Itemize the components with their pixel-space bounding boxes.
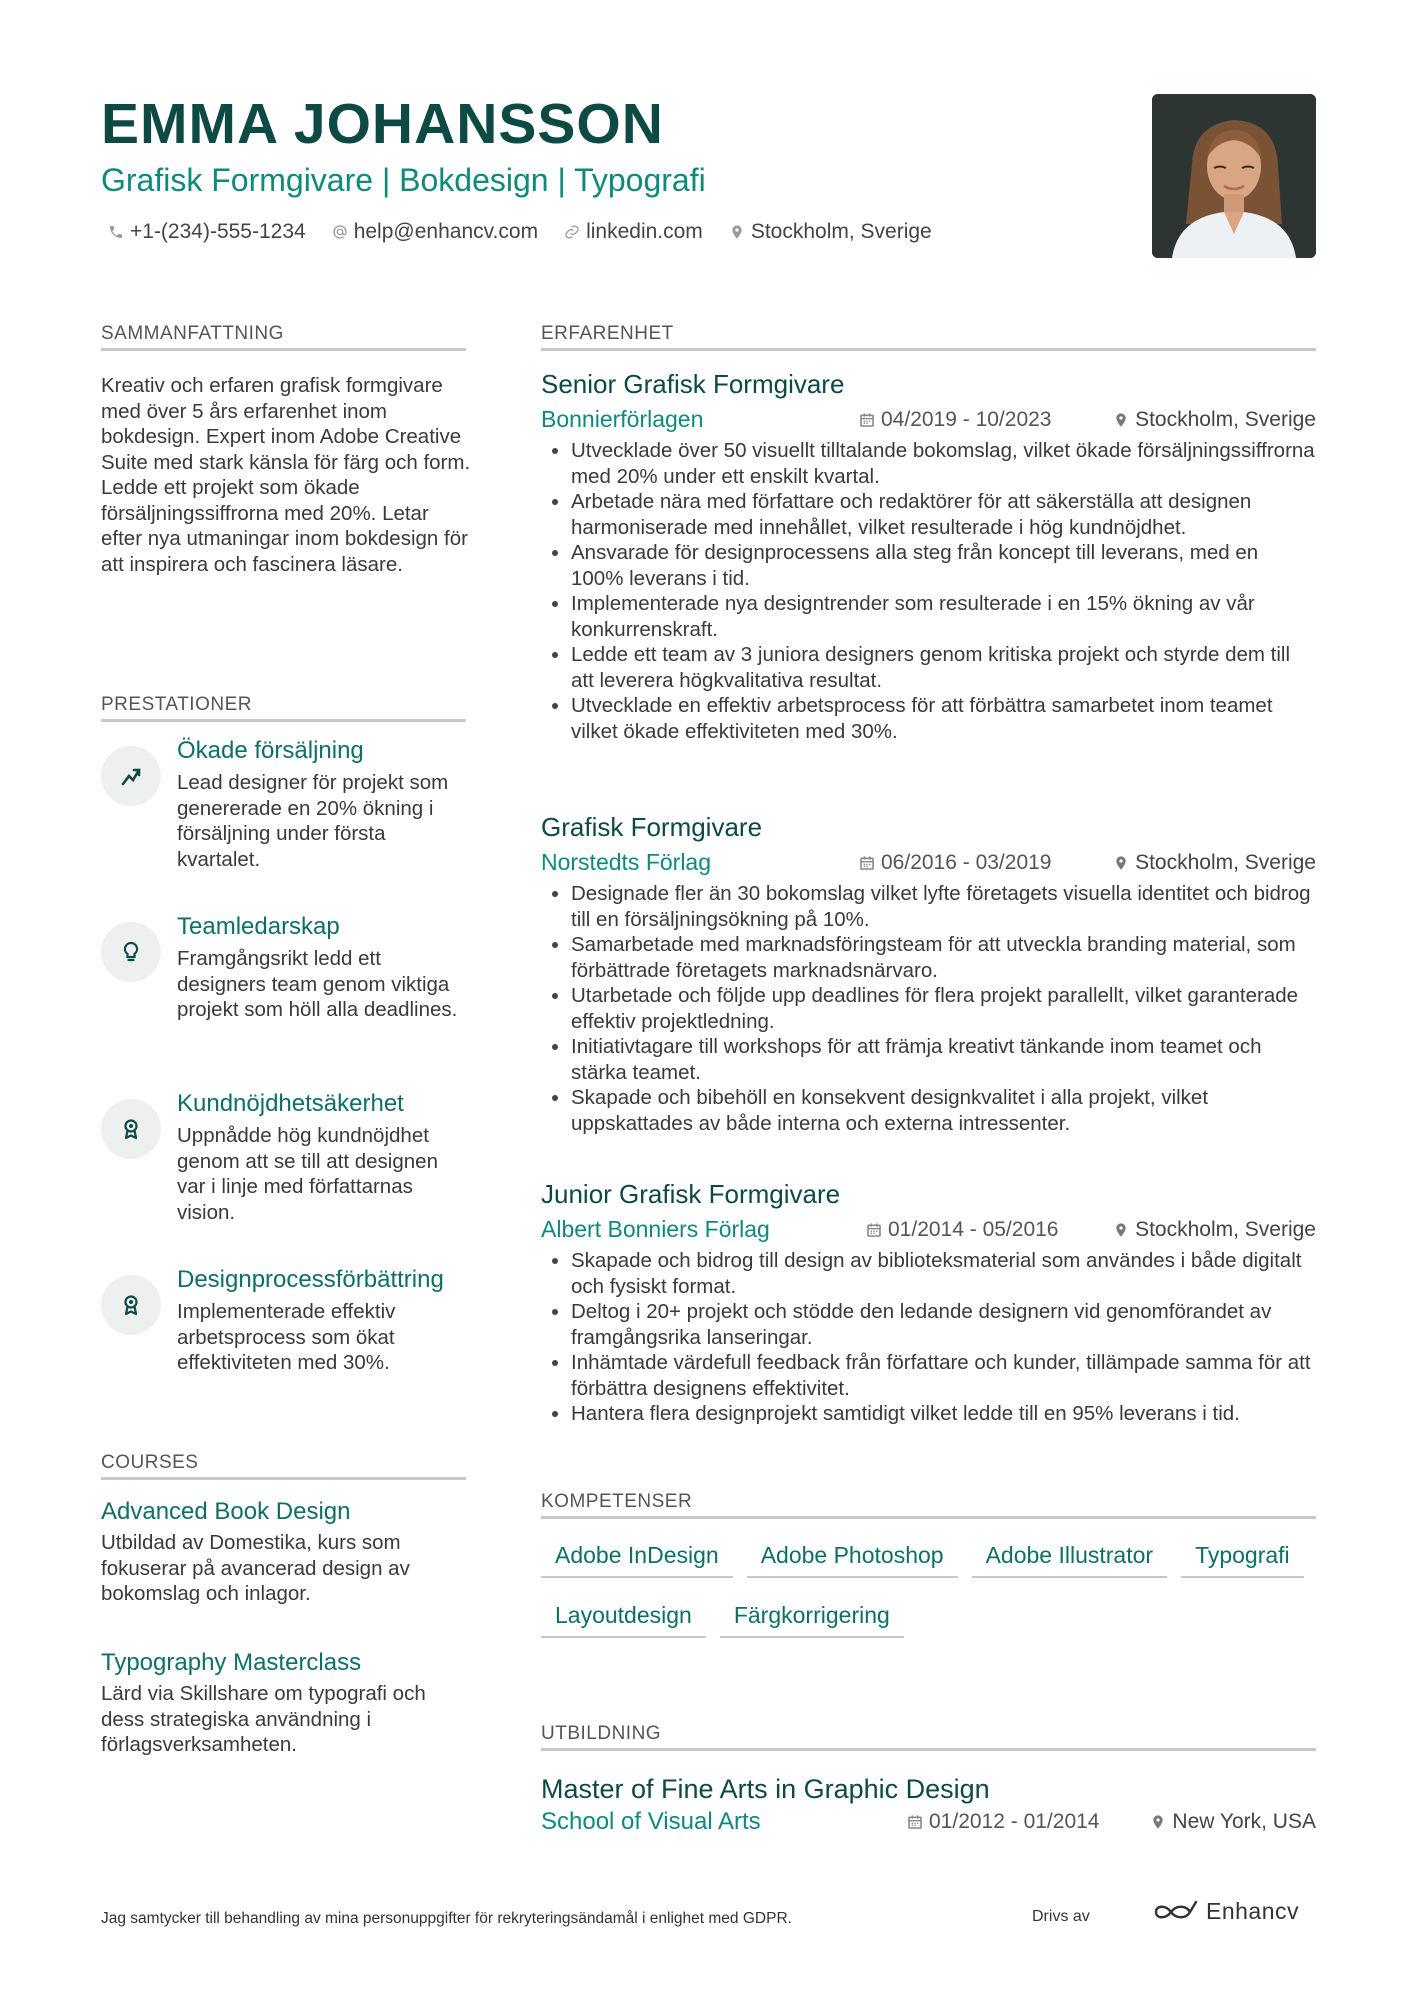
skill-tag: Färgkorrigering [720,1600,904,1638]
job-entry [541,368,1316,744]
calendar-icon [859,412,875,428]
job-bullet: • Skapade och bidrog till design av biblioteksmaterial som användes i både digitalt och fysiskt format. [571,1248,1316,1299]
experience-heading: ERFARENHET [541,323,674,344]
candidate-title: Grafisk Formgivare | Bokdesign | Typografi [101,162,706,198]
at-icon [332,224,348,240]
job-bullets [541,881,1316,1136]
job-meta [541,404,1316,438]
job-title: Junior Grafisk Formgivare [541,1179,841,1209]
skills-heading: KOMPETENSER [541,1491,693,1512]
job-bullet: • Ledde ett team av 3 juniora designers genom kritiska projekt och styrde dem till att leverera högkvalitativa resultat. [571,642,1316,693]
calendar-icon [907,1814,923,1830]
job-entry [541,811,1316,1136]
contact-linkedin[interactable] [564,218,703,246]
education-heading: UTBILDNING [541,1723,662,1744]
course-title: Advanced Book Design [101,1498,351,1525]
candidate-name: EMMA JOHANSSON [101,92,664,156]
education-dates [907,1810,1099,1834]
job-dates [866,1218,1058,1242]
job-location [1113,408,1316,432]
achievement-title: Teamledarskap [177,913,340,940]
job-dates [859,851,1051,875]
job-bullet: • Utvecklade över 50 visuellt tilltalande bokomslag, vilket ökade försäljningssiffrorna med 20% under ett enskilt kvartal. [571,438,1316,489]
job-bullet: • Implementerade nya designtrender som resulterade i en 15% ökning av vår konkurrenskraft. [571,591,1316,642]
course-description: Utbildad av Domestika, kurs som fokuserar på avancerad design av bokomslag och inlagor. [101,1531,410,1605]
job-dates-text: 04/2019 - 10/2023 [881,408,1052,431]
job-bullets [541,438,1316,744]
phone-icon [108,224,124,240]
location-text: Stockholm, Sverige [750,220,932,243]
achievement-title: Kundnöjdhetsäkerhet [177,1090,404,1117]
education-rule [541,1748,1316,1751]
contact-location [729,218,932,246]
course-description: Lärd via Skillshare om typografi och dess strategiska användning i förlagsverksamheten. [101,1682,426,1756]
calendar-icon [859,855,875,871]
job-bullet: • Deltog i 20+ projekt och stödde den ledande designern vid genomförandet av framgångsrika lanseringar. [571,1299,1316,1350]
experience-rule [541,348,1316,351]
job-entry [541,1178,1316,1427]
job-bullet: • Utvecklade en effektiv arbetsprocess för att förbättra samarbetet inom teamet vilket ökade effektiviteten med 30%. [571,693,1316,744]
enhancv-logo-text: Enhancv [1206,1898,1300,1924]
job-dates-text: 01/2014 - 05/2016 [888,1218,1059,1241]
skill-tag: Adobe InDesign [541,1540,733,1578]
achievement-title: Designprocessförbättring [177,1266,444,1293]
portrait-icon [1152,94,1316,258]
location-pin-icon [1113,411,1129,429]
job-location-text: Stockholm, Sverige [1135,851,1316,874]
achievements-rule [101,719,466,722]
achievement-description: Framgångsrikt ledd ett designers team genom viktiga projekt som höll alla deadlines. [177,947,458,1021]
achievement-description: Lead designer för projekt som genererade en 20% ökning i försäljning under första kvartalet. [177,771,449,871]
achievement-badge [101,746,161,806]
courses-rule [101,1477,466,1480]
education-location [1150,1810,1316,1834]
calendar-icon [866,1222,882,1238]
job-location [1113,1218,1316,1242]
achievement-description: Uppnådde hög kundnöjdhet genom att se till att designen var i linje med författarnas vision. [177,1124,438,1224]
course-title: Typography Masterclass [101,1649,362,1676]
skill-tag: Layoutdesign [541,1600,706,1638]
summary-rule [101,348,466,351]
skills-list [541,1540,1316,1638]
job-bullet: • Hantera flera designprojekt samtidigt vilket ledde till en 95% leverans i tid. [571,1401,1316,1427]
job-company: Albert Bonniers Förlag [541,1216,770,1242]
job-bullets [541,1248,1316,1427]
job-dates [859,408,1051,432]
powered-by-label: Drivs av [1032,1908,1090,1925]
enhancv-logo[interactable] [1152,1898,1299,1925]
achievement-badge [101,922,161,982]
location-pin-icon [1113,1221,1129,1239]
achievement-badge [101,1275,161,1335]
contact-phone [108,218,306,246]
location-pin-icon [729,224,745,240]
location-pin-icon [1113,854,1129,872]
skill-tag: Adobe Illustrator [972,1540,1167,1578]
summary-text: Kreativ och erfaren grafisk formgivare med över 5 års erfarenhet inom bokdesign. Expert inom Adobe Creative Suite med stark känsla för färg och form. Ledde ett projekt som ökade försäljningssiffrorna med 20%. Letar efter nya utmaningar inom bokdesign för att inspirera och fascinera läsare. [101,374,471,576]
job-bullet: • Inhämtade värdefull feedback från författare och kunder, tillämpade samma för att förbättra designens effektivitet. [571,1350,1316,1401]
location-pin-icon [1150,1813,1166,1831]
education-dates-text: 01/2012 - 01/2014 [929,1810,1100,1833]
skill-tag: Adobe Photoshop [747,1540,958,1578]
job-title: Senior Grafisk Formgivare [541,369,845,399]
achievement-badge [101,1099,161,1159]
award-icon [119,1117,143,1141]
job-bullet: • Samarbetade med marknadsföringsteam för att utveckla branding material, som förbättrade företagets marknadsnärvaro. [571,932,1316,983]
job-company: Norstedts Förlag [541,849,712,875]
email-text[interactable]: help@enhancv.com [353,220,539,243]
job-bullet: • Initiativtagare till workshops för att främja kreativt tänkande inom teamet och stärka teamet. [571,1034,1316,1085]
education-location-text: New York, USA [1172,1810,1316,1833]
summary-heading: SAMMANFATTNING [101,323,284,344]
job-location-text: Stockholm, Sverige [1135,1218,1316,1241]
education-meta [541,1808,1316,1842]
job-dates-text: 06/2016 - 03/2019 [881,851,1052,874]
job-company: Bonnierförlagen [541,406,704,432]
linkedin-text[interactable]: linkedin.com [586,220,703,243]
education-degree: Master of Fine Arts in Graphic Design [541,1774,990,1804]
education-entry [541,1772,1316,1842]
job-meta [541,847,1316,881]
job-meta [541,1214,1316,1248]
achievements-heading: PRESTATIONER [101,694,252,715]
contact-email[interactable] [332,218,538,246]
phone-text: +1-(234)-555-1234 [130,220,306,243]
job-title: Grafisk Formgivare [541,812,763,842]
profile-photo [1152,94,1316,258]
job-location [1113,851,1316,875]
job-bullet: • Designade fler än 30 bokomslag vilket lyfte företagets visuella identitet och bidrog till en försäljningsökning på 10%. [571,881,1316,932]
skills-rule [541,1516,1316,1519]
award-icon [119,1293,143,1317]
education-school: School of Visual Arts [541,1808,761,1835]
job-bullet: • Skapade och bibehöll en konsekvent designkvalitet i alla projekt, vilket uppskattades av både interna och externa intressenter. [571,1085,1316,1136]
course-item [101,1497,471,1607]
enhancv-logo-icon [1152,1899,1198,1925]
job-bullet: • Ansvarade för designprocessens alla steg från koncept till leverans, med en 100% leverans i tid. [571,540,1316,591]
link-icon [564,224,580,240]
lightbulb-icon [119,940,143,964]
job-bullet: • Utarbetade och följde upp deadlines för flera projekt parallellt, vilket garanterade effektiv projektledning. [571,983,1316,1034]
contact-bar [108,218,932,246]
achievement-description: Implementerade effektiv arbetsprocess som ökat effektiviteten med 30%. [177,1300,396,1374]
job-location-text: Stockholm, Sverige [1135,408,1316,431]
courses-heading: COURSES [101,1452,199,1473]
gdpr-consent: Jag samtycker till behandling av mina personuppgifter för rekryteringsändamål i enlighet med GDPR. [101,1910,792,1927]
course-item [101,1648,471,1758]
skill-tag: Typografi [1181,1540,1304,1578]
chart-icon [119,764,143,788]
job-bullet: • Arbetade nära med författare och redaktörer för att säkerställa att designen harmoniserade med innehållet, vilket resulterade i hög kundnöjdhet. [571,489,1316,540]
achievement-title: Ökade försäljning [177,737,364,764]
